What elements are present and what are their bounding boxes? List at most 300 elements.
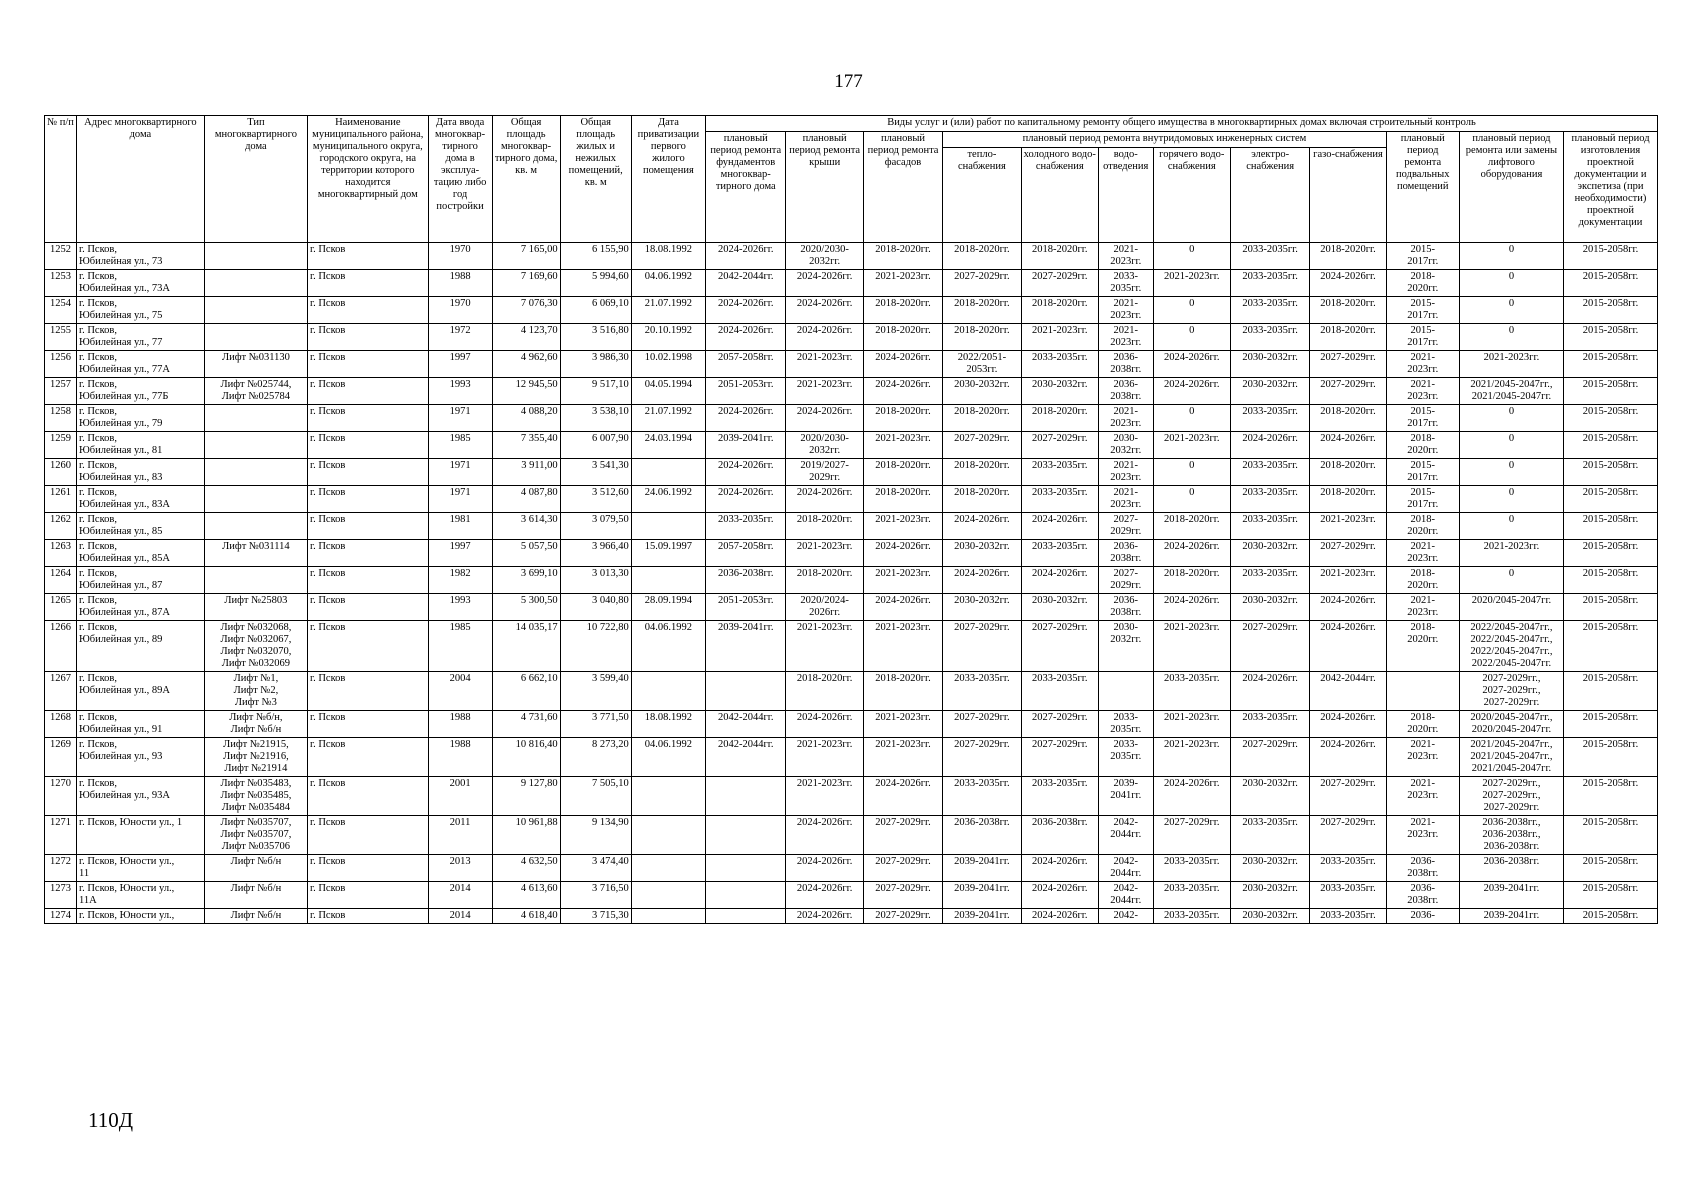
cell-hot: 2033-2035гг. <box>1153 855 1230 882</box>
cell-roof: 2024-2026гг. <box>786 324 863 351</box>
cell-type: Лифт №25803 <box>204 594 307 621</box>
cell-year: 2014 <box>428 882 492 909</box>
cell-num: 1274 <box>45 909 77 924</box>
cell-priv <box>631 672 705 711</box>
cell-docs: 2015-2058гг. <box>1564 855 1658 882</box>
cell-priv: 21.07.1992 <box>631 297 705 324</box>
cell-gas: 2027-2029гг. <box>1310 540 1386 567</box>
cell-living: 3 013,30 <box>560 567 631 594</box>
cell-type <box>204 405 307 432</box>
cell-facade: 2024-2026гг. <box>863 351 942 378</box>
cell-facade: 2018-2020гг. <box>863 324 942 351</box>
cell-gas: 2024-2026гг. <box>1310 621 1386 672</box>
cell-elevator: 0 <box>1459 243 1563 270</box>
cell-living: 6 155,90 <box>560 243 631 270</box>
cell-heat: 2018-2020гг. <box>943 297 1021 324</box>
cell-type: Лифт №032068, Лифт №032067, Лифт №032070, Лифт №032069 <box>204 621 307 672</box>
cell-roof: 2020/2030- 2032гг. <box>786 432 863 459</box>
cell-type: Лифт №031130 <box>204 351 307 378</box>
cell-gas: 2033-2035гг. <box>1310 882 1386 909</box>
cell-facade: 2018-2020гг. <box>863 243 942 270</box>
cell-sewer: 2027- 2029гг. <box>1098 513 1153 540</box>
cell-type: Лифт №025744, Лифт №025784 <box>204 378 307 405</box>
cell-elec: 2033-2035гг. <box>1230 243 1309 270</box>
cell-sewer: 2021- 2023гг. <box>1098 324 1153 351</box>
cell-cold: 2027-2029гг. <box>1021 432 1098 459</box>
cell-sewer: 2042- 2044гг. <box>1098 816 1153 855</box>
cell-type: Лифт №б/н <box>204 909 307 924</box>
cell-basement: 2021- 2023гг. <box>1386 594 1459 621</box>
cell-total: 4 618,40 <box>492 909 560 924</box>
cell-elevator: 2036-2038гг. <box>1459 855 1563 882</box>
cell-roof: 2024-2026гг. <box>786 711 863 738</box>
cell-living: 3 516,80 <box>560 324 631 351</box>
cell-roof: 2018-2020гг. <box>786 567 863 594</box>
table-row <box>45 351 1658 378</box>
cell-city: г. Псков <box>307 351 428 378</box>
cell-elec: 2033-2035гг. <box>1230 513 1309 540</box>
cell-gas: 2024-2026гг. <box>1310 738 1386 777</box>
cell-elec: 2030-2032гг. <box>1230 351 1309 378</box>
cell-year: 1970 <box>428 243 492 270</box>
cell-num: 1254 <box>45 297 77 324</box>
cell-num: 1260 <box>45 459 77 486</box>
cell-total: 4 123,70 <box>492 324 560 351</box>
cell-year: 2001 <box>428 777 492 816</box>
cell-elevator: 2022/2045-2047гг., 2022/2045-2047гг., 2022/2045-2047гг., 2022/2045-2047гг. <box>1459 621 1563 672</box>
cell-sewer: 2036- 2038гг. <box>1098 540 1153 567</box>
cell-heat: 2027-2029гг. <box>943 432 1021 459</box>
cell-elec: 2033-2035гг. <box>1230 297 1309 324</box>
cell-num: 1262 <box>45 513 77 540</box>
cell-foundation: 2057-2058гг. <box>706 351 786 378</box>
cell-roof: 2024-2026гг. <box>786 486 863 513</box>
cell-docs: 2015-2058гг. <box>1564 777 1658 816</box>
cell-sewer: 2021- 2023гг. <box>1098 243 1153 270</box>
cell-living: 3 715,30 <box>560 909 631 924</box>
cell-year: 1988 <box>428 270 492 297</box>
cell-hot: 2021-2023гг. <box>1153 621 1230 672</box>
cell-heat: 2018-2020гг. <box>943 459 1021 486</box>
header-works-group: Виды услуг и (или) работ по капитальному ремонту общего имущества в многоквартирных домах включая строительный контроль <box>706 116 1658 132</box>
header-foundation: плановый период ремонта фундаментов многоквар-тирного дома <box>706 132 786 243</box>
cell-heat: 2036-2038гг. <box>943 816 1021 855</box>
cell-foundation: 2042-2044гг. <box>706 711 786 738</box>
cell-elec: 2033-2035гг. <box>1230 816 1309 855</box>
cell-sewer: 2033- 2035гг. <box>1098 738 1153 777</box>
cell-basement: 2021- 2023гг. <box>1386 351 1459 378</box>
cell-year: 1993 <box>428 378 492 405</box>
cell-basement: 2021- 2023гг. <box>1386 777 1459 816</box>
cell-foundation: 2033-2035гг. <box>706 513 786 540</box>
table-row <box>45 513 1658 540</box>
cell-basement: 2015- 2017гг. <box>1386 324 1459 351</box>
cell-docs: 2015-2058гг. <box>1564 621 1658 672</box>
cell-basement: 2015- 2017гг. <box>1386 459 1459 486</box>
cell-heat: 2024-2026гг. <box>943 567 1021 594</box>
cell-elec: 2024-2026гг. <box>1230 672 1309 711</box>
cell-priv: 04.06.1992 <box>631 270 705 297</box>
cell-city: г. Псков <box>307 711 428 738</box>
cell-city: г. Псков <box>307 777 428 816</box>
cell-roof: 2018-2020гг. <box>786 672 863 711</box>
table-row <box>45 567 1658 594</box>
cell-hot: 2024-2026гг. <box>1153 777 1230 816</box>
cell-foundation <box>706 882 786 909</box>
cell-total: 4 731,60 <box>492 711 560 738</box>
cell-year: 2011 <box>428 816 492 855</box>
cell-basement: 2015- 2017гг. <box>1386 297 1459 324</box>
cell-facade: 2021-2023гг. <box>863 432 942 459</box>
cell-priv <box>631 513 705 540</box>
cell-city: г. Псков <box>307 486 428 513</box>
cell-docs: 2015-2058гг. <box>1564 270 1658 297</box>
cell-hot: 2024-2026гг. <box>1153 540 1230 567</box>
cell-address: г. Псков, Юбилейная ул., 73 <box>76 243 204 270</box>
cell-priv <box>631 909 705 924</box>
cell-docs: 2015-2058гг. <box>1564 672 1658 711</box>
cell-elec: 2030-2032гг. <box>1230 777 1309 816</box>
table-container <box>44 115 1658 1099</box>
cell-basement: 2015- 2017гг. <box>1386 486 1459 513</box>
cell-year: 1971 <box>428 486 492 513</box>
cell-roof: 2024-2026гг. <box>786 816 863 855</box>
header-facade: плановый период ремонта фасадов <box>863 132 942 243</box>
cell-cold: 2033-2035гг. <box>1021 540 1098 567</box>
cell-roof: 2024-2026гг. <box>786 882 863 909</box>
cell-type: Лифт №035483, Лифт №035485, Лифт №035484 <box>204 777 307 816</box>
cell-cold: 2024-2026гг. <box>1021 513 1098 540</box>
cell-facade: 2018-2020гг. <box>863 459 942 486</box>
cell-total: 3 614,30 <box>492 513 560 540</box>
cell-priv: 18.08.1992 <box>631 243 705 270</box>
cell-hot: 2033-2035гг. <box>1153 909 1230 924</box>
cell-cold: 2027-2029гг. <box>1021 738 1098 777</box>
cell-num: 1271 <box>45 816 77 855</box>
header-privatization-date: Дата приватизации первого жилого помещения <box>631 116 705 243</box>
cell-city: г. Псков <box>307 567 428 594</box>
cell-hot: 2027-2029гг. <box>1153 816 1230 855</box>
cell-roof: 2021-2023гг. <box>786 378 863 405</box>
cell-roof: 2021-2023гг. <box>786 777 863 816</box>
cell-city: г. Псков <box>307 243 428 270</box>
cell-elec: 2024-2026гг. <box>1230 432 1309 459</box>
cell-facade: 2021-2023гг. <box>863 738 942 777</box>
cell-heat: 2033-2035гг. <box>943 672 1021 711</box>
cell-priv: 15.09.1997 <box>631 540 705 567</box>
footer-code: 110Д <box>88 1108 134 1132</box>
cell-living: 3 541,30 <box>560 459 631 486</box>
cell-total: 7 076,30 <box>492 297 560 324</box>
cell-gas: 2021-2023гг. <box>1310 567 1386 594</box>
page-number: 177 <box>834 71 863 92</box>
cell-cold: 2033-2035гг. <box>1021 777 1098 816</box>
cell-gas: 2024-2026гг. <box>1310 594 1386 621</box>
cell-elec: 2030-2032гг. <box>1230 378 1309 405</box>
table-row <box>45 270 1658 297</box>
header-hot-water: горячего водо-снабжения <box>1153 148 1230 243</box>
cell-living: 3 040,80 <box>560 594 631 621</box>
cell-living: 6 069,10 <box>560 297 631 324</box>
cell-gas: 2024-2026гг. <box>1310 270 1386 297</box>
cell-gas: 2024-2026гг. <box>1310 711 1386 738</box>
cell-priv <box>631 567 705 594</box>
cell-basement: 2015- 2017гг. <box>1386 243 1459 270</box>
cell-year: 1993 <box>428 594 492 621</box>
cell-gas: 2027-2029гг. <box>1310 816 1386 855</box>
cell-sewer: 2021- 2023гг. <box>1098 297 1153 324</box>
cell-cold: 2024-2026гг. <box>1021 909 1098 924</box>
cell-docs: 2015-2058гг. <box>1564 513 1658 540</box>
cell-roof: 2024-2026гг. <box>786 909 863 924</box>
cell-num: 1263 <box>45 540 77 567</box>
cell-living: 3 986,30 <box>560 351 631 378</box>
cell-facade: 2024-2026гг. <box>863 777 942 816</box>
cell-cold: 2024-2026гг. <box>1021 882 1098 909</box>
cell-sewer: 2021- 2023гг. <box>1098 486 1153 513</box>
cell-elec: 2033-2035гг. <box>1230 567 1309 594</box>
cell-cold: 2027-2029гг. <box>1021 621 1098 672</box>
cell-priv <box>631 777 705 816</box>
cell-total: 4 613,60 <box>492 882 560 909</box>
header-address: Адрес многоквартирного дома <box>76 116 204 243</box>
cell-priv: 28.09.1994 <box>631 594 705 621</box>
cell-roof: 2020/2024- 2026гг. <box>786 594 863 621</box>
cell-living: 3 079,50 <box>560 513 631 540</box>
cell-heat: 2018-2020гг. <box>943 486 1021 513</box>
cell-docs: 2015-2058гг. <box>1564 297 1658 324</box>
cell-docs: 2015-2058гг. <box>1564 405 1658 432</box>
cell-priv: 24.03.1994 <box>631 432 705 459</box>
cell-foundation: 2051-2053гг. <box>706 594 786 621</box>
cell-heat: 2033-2035гг. <box>943 777 1021 816</box>
cell-city: г. Псков <box>307 324 428 351</box>
cell-foundation: 2057-2058гг. <box>706 540 786 567</box>
cell-num: 1264 <box>45 567 77 594</box>
cell-hot: 2024-2026гг. <box>1153 378 1230 405</box>
table-row <box>45 672 1658 711</box>
header-living-area: Общая площадь жилых и нежилых помещений, кв. м <box>560 116 631 243</box>
cell-hot: 0 <box>1153 486 1230 513</box>
cell-living: 6 007,90 <box>560 432 631 459</box>
table-body <box>45 243 1658 924</box>
cell-cold: 2018-2020гг. <box>1021 405 1098 432</box>
header-total-area: Общая площадь многоквар-тирного дома, кв. м <box>492 116 560 243</box>
cell-facade: 2024-2026гг. <box>863 540 942 567</box>
table-row <box>45 738 1658 777</box>
header-electric: электро-снабжения <box>1230 148 1309 243</box>
cell-sewer: 2027- 2029гг. <box>1098 567 1153 594</box>
cell-foundation: 2042-2044гг. <box>706 270 786 297</box>
cell-living: 3 966,40 <box>560 540 631 567</box>
cell-sewer: 2030- 2032гг. <box>1098 621 1153 672</box>
cell-priv: 20.10.1992 <box>631 324 705 351</box>
cell-elec: 2030-2032гг. <box>1230 855 1309 882</box>
cell-hot: 0 <box>1153 297 1230 324</box>
cell-cold: 2033-2035гг. <box>1021 672 1098 711</box>
table-row <box>45 882 1658 909</box>
cell-year: 1997 <box>428 351 492 378</box>
cell-foundation <box>706 777 786 816</box>
cell-elevator: 0 <box>1459 567 1563 594</box>
cell-type <box>204 567 307 594</box>
cell-living: 3 599,40 <box>560 672 631 711</box>
cell-total: 4 632,50 <box>492 855 560 882</box>
cell-living: 3 512,60 <box>560 486 631 513</box>
cell-city: г. Псков <box>307 909 428 924</box>
cell-hot: 2018-2020гг. <box>1153 567 1230 594</box>
cell-gas: 2042-2044гг. <box>1310 672 1386 711</box>
cell-basement: 2018- 2020гг. <box>1386 270 1459 297</box>
cell-type <box>204 486 307 513</box>
cell-address: г. Псков, Юбилейная ул., 83А <box>76 486 204 513</box>
cell-sewer: 2021- 2023гг. <box>1098 459 1153 486</box>
cell-hot: 0 <box>1153 405 1230 432</box>
table-row <box>45 711 1658 738</box>
cell-foundation <box>706 855 786 882</box>
cell-elec: 2030-2032гг. <box>1230 882 1309 909</box>
cell-city: г. Псков <box>307 672 428 711</box>
cell-elec: 2033-2035гг. <box>1230 486 1309 513</box>
cell-foundation <box>706 909 786 924</box>
header-sewer: водо-отведения <box>1098 148 1153 243</box>
cell-roof: 2021-2023гг. <box>786 540 863 567</box>
cell-facade: 2027-2029гг. <box>863 909 942 924</box>
cell-city: г. Псков <box>307 540 428 567</box>
cell-address: г. Псков, Юбилейная ул., 93 <box>76 738 204 777</box>
cell-heat: 2039-2041гг. <box>943 882 1021 909</box>
cell-elevator: 0 <box>1459 297 1563 324</box>
cell-facade: 2021-2023гг. <box>863 621 942 672</box>
cell-gas: 2033-2035гг. <box>1310 855 1386 882</box>
cell-heat: 2039-2041гг. <box>943 909 1021 924</box>
cell-hot: 2018-2020гг. <box>1153 513 1230 540</box>
header-cold-water: холодного водо-снабжения <box>1021 148 1098 243</box>
cell-basement: 2021- 2023гг. <box>1386 816 1459 855</box>
cell-roof: 2024-2026гг. <box>786 855 863 882</box>
cell-priv: 04.06.1992 <box>631 738 705 777</box>
cell-year: 1972 <box>428 324 492 351</box>
cell-facade: 2018-2020гг. <box>863 297 942 324</box>
cell-facade: 2027-2029гг. <box>863 855 942 882</box>
cell-elevator: 0 <box>1459 513 1563 540</box>
cell-num: 1257 <box>45 378 77 405</box>
cell-year: 1971 <box>428 459 492 486</box>
cell-address: г. Псков, Юбилейная ул., 77 <box>76 324 204 351</box>
cell-docs: 2015-2058гг. <box>1564 738 1658 777</box>
cell-hot: 2033-2035гг. <box>1153 672 1230 711</box>
cell-year: 1988 <box>428 711 492 738</box>
cell-facade: 2021-2023гг. <box>863 711 942 738</box>
cell-basement: 2036- 2038гг. <box>1386 882 1459 909</box>
header-commission-date: Дата ввода многоквар-тирного дома в эксплуа-тацию либо год постройки <box>428 116 492 243</box>
cell-type <box>204 432 307 459</box>
cell-total: 5 300,50 <box>492 594 560 621</box>
cell-hot: 2033-2035гг. <box>1153 882 1230 909</box>
cell-city: г. Псков <box>307 882 428 909</box>
cell-hot: 2021-2023гг. <box>1153 432 1230 459</box>
cell-priv: 04.06.1992 <box>631 621 705 672</box>
cell-num: 1261 <box>45 486 77 513</box>
cell-sewer: 2042- 2044гг. <box>1098 855 1153 882</box>
cell-facade: 2024-2026гг. <box>863 378 942 405</box>
header-docs: плановый период изготовления проектной документации и экспетиза (при необходимости) проектной документации <box>1564 132 1658 243</box>
cell-hot: 2021-2023гг. <box>1153 270 1230 297</box>
cell-num: 1268 <box>45 711 77 738</box>
cell-address: г. Псков, Юбилейная ул., 93А <box>76 777 204 816</box>
cell-cold: 2024-2026гг. <box>1021 855 1098 882</box>
cell-city: г. Псков <box>307 432 428 459</box>
table-row <box>45 432 1658 459</box>
cell-type: Лифт №031114 <box>204 540 307 567</box>
cell-type: Лифт №б/н, Лифт №б/н <box>204 711 307 738</box>
cell-docs: 2015-2058гг. <box>1564 432 1658 459</box>
cell-foundation: 2024-2026гг. <box>706 243 786 270</box>
cell-total: 12 945,50 <box>492 378 560 405</box>
cell-city: г. Псков <box>307 738 428 777</box>
cell-heat: 2027-2029гг. <box>943 270 1021 297</box>
cell-priv: 04.05.1994 <box>631 378 705 405</box>
cell-sewer: 2030- 2032гг. <box>1098 432 1153 459</box>
cell-docs: 2015-2058гг. <box>1564 816 1658 855</box>
capital-repair-table <box>44 115 1658 924</box>
cell-num: 1255 <box>45 324 77 351</box>
cell-foundation: 2024-2026гг. <box>706 459 786 486</box>
cell-heat: 2027-2029гг. <box>943 738 1021 777</box>
cell-living: 7 505,10 <box>560 777 631 816</box>
cell-total: 14 035,17 <box>492 621 560 672</box>
cell-num: 1253 <box>45 270 77 297</box>
cell-basement: 2018- 2020гг. <box>1386 432 1459 459</box>
table-row <box>45 405 1658 432</box>
cell-type <box>204 324 307 351</box>
cell-num: 1269 <box>45 738 77 777</box>
cell-elevator: 0 <box>1459 486 1563 513</box>
cell-city: г. Псков <box>307 621 428 672</box>
cell-gas: 2018-2020гг. <box>1310 297 1386 324</box>
cell-facade: 2018-2020гг. <box>863 672 942 711</box>
cell-docs: 2015-2058гг. <box>1564 882 1658 909</box>
table-row <box>45 777 1658 816</box>
cell-foundation: 2039-2041гг. <box>706 621 786 672</box>
cell-address: г. Псков, Юбилейная ул., 85А <box>76 540 204 567</box>
cell-num: 1252 <box>45 243 77 270</box>
cell-roof: 2021-2023гг. <box>786 351 863 378</box>
cell-city: г. Псков <box>307 816 428 855</box>
cell-type <box>204 297 307 324</box>
cell-facade: 2021-2023гг. <box>863 513 942 540</box>
cell-hot: 2024-2026гг. <box>1153 351 1230 378</box>
cell-basement: 2018- 2020гг. <box>1386 513 1459 540</box>
cell-elec: 2033-2035гг. <box>1230 405 1309 432</box>
cell-year: 1982 <box>428 567 492 594</box>
cell-cold: 2033-2035гг. <box>1021 486 1098 513</box>
cell-foundation <box>706 672 786 711</box>
cell-cold: 2027-2029гг. <box>1021 711 1098 738</box>
cell-docs: 2015-2058гг. <box>1564 594 1658 621</box>
cell-sewer: 2036- 2038гг. <box>1098 351 1153 378</box>
header-systems-group: плановый период ремонта внутридомовых инженерных систем <box>943 132 1386 148</box>
cell-year: 2014 <box>428 909 492 924</box>
cell-city: г. Псков <box>307 378 428 405</box>
cell-sewer: 2039- 2041гг. <box>1098 777 1153 816</box>
cell-priv <box>631 882 705 909</box>
cell-docs: 2015-2058гг. <box>1564 351 1658 378</box>
cell-address: г. Псков, Юбилейная ул., 87А <box>76 594 204 621</box>
cell-cold: 2027-2029гг. <box>1021 270 1098 297</box>
cell-docs: 2015-2058гг. <box>1564 567 1658 594</box>
cell-gas: 2024-2026гг. <box>1310 432 1386 459</box>
